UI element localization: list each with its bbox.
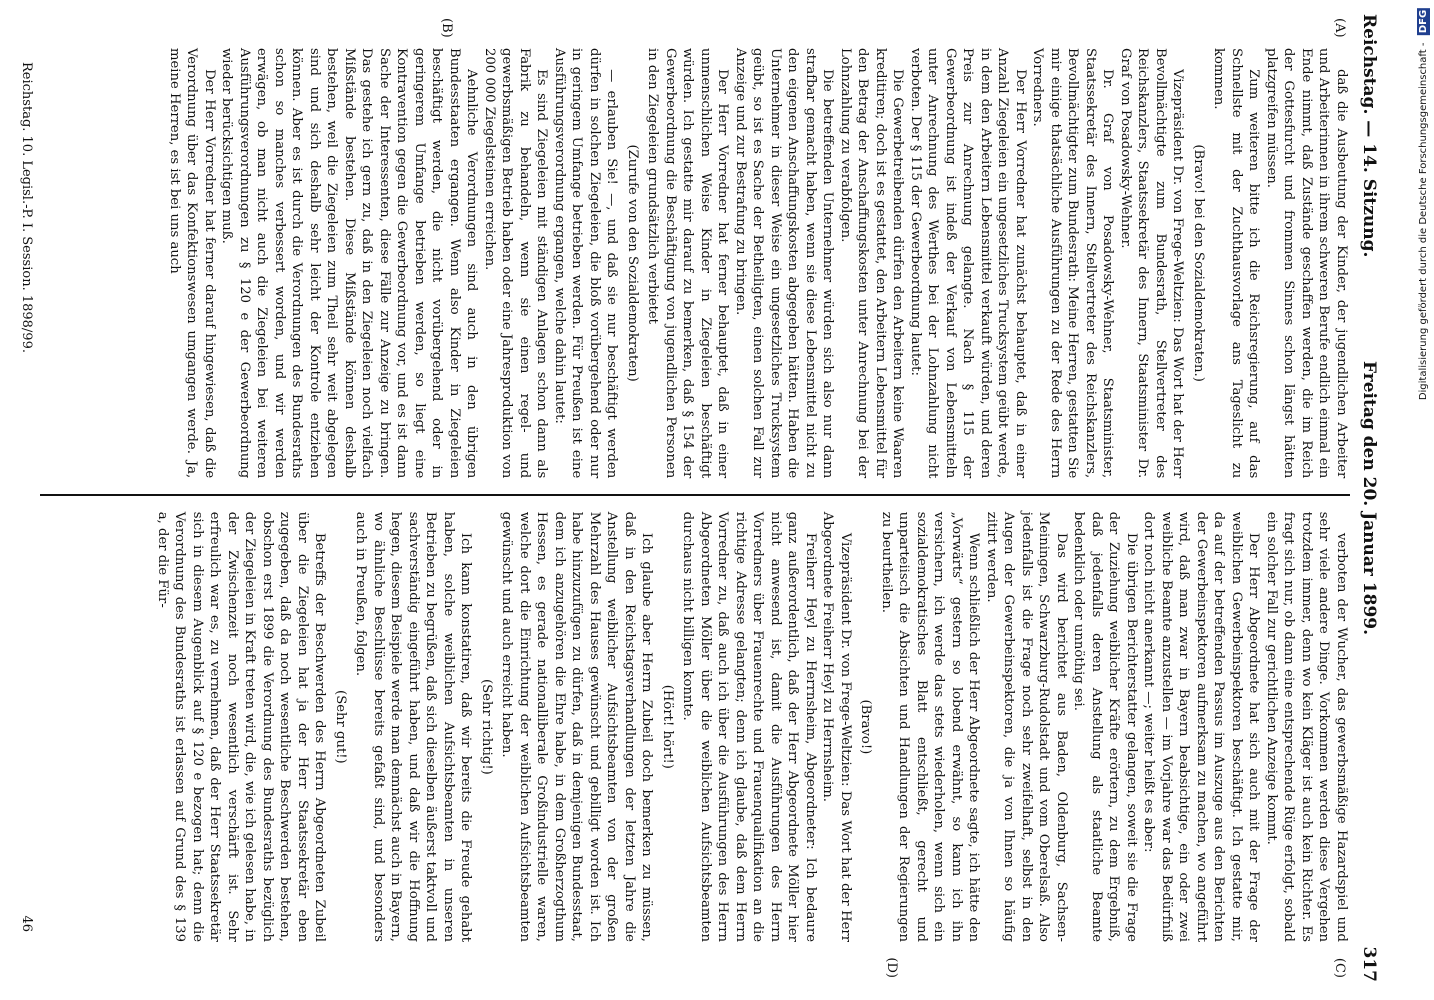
left-column-paragraph: Aehnliche Verordnungen sind auch in den übrigen Bundesstaaten ergangen. Wenn also Kinder in Ziegeleien beschäftigt werden, die nicht vorübergehend oder in geringerem Umfange betrieben werden, so liegt eine Kontravention gegen die Gewerbeordnung vor, und es ist dann Sache der Interessenten, diese Fälle zur Anzeige zu bringen. Das gestehe ich gern zu, daß in den Ziegeleien noch vielfach Mißstände bestehen. Diese Mißstände können deshalb bestehen, weil die Ziegeleien zum Theil sehr weit abgelegen sind und sich deshalb sehr leicht der Kontrole entziehen können. Aber es ist durch die Verordnungen des Bundesraths schon so manches verbessert worden, und wir werden erwägen, ob man nicht auch die Ziegeleien bei weiteren Ausführungsverordnungen zu § 120 e der Gewerbeordnung wieder berücksichtigen muß. bbox=[219, 48, 480, 479]
margin-marker-c: (C) bbox=[1332, 957, 1347, 978]
page-footer bbox=[14, 14, 34, 982]
right-column-paragraph: Der Herr Abgeordnete hat sich auch mit der Frage der weiblichen Gewerbeinspektoren beschäftigt. Ich gestatte mir, da auf der betreffenden Passus im Auszuge aus den Berichten der Gewerbeinspektoren aufmerksam zu machen, wo angeführt wird, daß man zwar in Bayern beabsichtige, ein oder zwei weibliche Beamte anzustellen — im Vorjahre war das Bedürfniß dort noch nicht anerkannt —; weiter heißt es aber: bbox=[1141, 511, 1262, 942]
left-column-paragraph: Die betreffenden Unternehmer würden sich also nur dann strafbar gemacht haben, wenn sie diese Lebensmittel nicht zu den eigenen Anschaffungskosten abgegeben hätten. Haben die Unternehmer in dieser Weise ein ungesetzliches Trucksystem geübt, so ist es Sache der Betheiligten, einen solchen Fall zur Anzeige und zur Bestrafung zu bringen. bbox=[733, 48, 836, 479]
left-column-paragraph: Der Herr Vorredner hat zunächst behauptet, daß in einer Anzahl Ziegeleien ein ungesetzliches Trucksystem geübt werde, in dem den Arbeitern Lebensmittel verkauft würden, und deren Preis zur Anrechnung gelangte. Nach § 115 der Gewerbeordnung ist indeß der Verkauf von Lebensmitteln unter Anrechnung des Werthes bei der Lohnzahlung nicht verboten. Der § 115 der Gewerbeordnung lautet: bbox=[908, 48, 1028, 479]
dfg-logo: DFG bbox=[1418, 10, 1429, 34]
left-column-paragraph: — erlauben Sie! —, und daß sie nur beschäftigt werden dürfen in solchen Ziegeleien, die bloß vorübergehend oder nur in geringem Umfange betrieben werden. Für Preußen ist eine Ausführungsverordnung ergangen, welche dahin lautet: bbox=[552, 48, 620, 479]
page-header bbox=[1352, 14, 1386, 982]
digitization-credit bbox=[1417, 8, 1430, 400]
right-column-paragraph: Freiherr Heyl zu Herrnsheim, Abgeordneter: Ich bedaure ganz außerordentlich, daß der Herr Abgeordnete Möller hier nicht anwesend ist, damit die Ausführungen des Herrn Vorredners über Frauenrechte und Frauenqualifikation an die richtige Adresse gelangten; denn ich glaube, daß dem Herrn Vorredner zu, daß auch ich über die Ausführungen des Herrn Abgeordneten Möller über die weiblichen Aufsichtsbeamten durchaus nicht billigen konnte. bbox=[680, 511, 818, 942]
right-column-paragraph: (Hört! hört!) bbox=[660, 684, 675, 769]
right-column-paragraph: Das wird berichtet aus Baden, Oldenburg, Sachsen-Meiningen, Schwarzburg-Rudolstadt und vom Oberelsaß. Also jedenfalls ist die Frage noch sehr zweifelhaft, selbst in den Augen der Gewerbeinspektoren, die ja von Ihnen so häufig zitirt werden. bbox=[984, 511, 1069, 942]
margin-marker-b: (B) bbox=[439, 18, 454, 38]
right-column-paragraph: (Bravo!) bbox=[858, 699, 874, 755]
right-column-paragraph: Die übrigen Berichterstatter gelangen, soweit sie die Frage der Zuziehung weiblicher Kräfte erörtern, zu dem Ergebniß, daß jedenfalls deren Anstellung als staatliche Beamte bedenklich oder unnöthig sei. bbox=[1071, 511, 1139, 942]
left-column-paragraph: (Zurufe von den Sozialdemokraten) bbox=[625, 144, 640, 382]
page-number: 317 bbox=[1359, 946, 1379, 982]
left-column-paragraph: Der Herr Vorredner hat ferner behauptet, daß in einer unmenschlichen Weise Kinder in Ziegeleien beschäftigt würden. Ich gestatte mir darauf zu bemerken, daß § 154 der Gewerbeordnung die Beschäftigung von jugendlichen Personen in den Ziegeleien grundsätzlich verbietet bbox=[645, 48, 731, 479]
right-column-paragraph: (Sehr gut!) bbox=[333, 690, 348, 764]
right-column-paragraph: Ich glaube aber Herrn Zubeil doch bemerken zu müssen, daß in den Reichstagsverhandlungen der letzten Jahre die Anstellung weiblicher Aufsichtsbeamten von der großen Mehrzahl des Hauses gewünscht und gebilligt worden ist. Ich habe hinzuzufügen zu dürfen, daß in demjenigen Bundesstaat, dem ich anzugehören die Ehre habe, in dem Großherzogthum Hessen, es gerade nationalliberale Großindustrielle waren, welche dort die Einrichtung der weiblichen Aufsichtsbeamten gewünscht und auch erreicht haben. bbox=[499, 511, 655, 942]
right-column-paragraph: verboten der Wucher, das gewerbsmäßige Hazardspiel und sehr viele andere Dinge. Vorkommen werden diese Vergehen trotzdem immer, denn wo kein Kläger ist auch kein Richter. Es fragt sich nur, ob dann eine entsprechende Rüge erfolgt, sobald ein solcher Fall zur gerichtlichen Anzeige kommt. bbox=[1264, 511, 1349, 942]
right-column-paragraph: Vizepräsident Dr. von Frege-Weltzien: Das Wort hat der Herr Abgeordnete Freiherr Heyl zu Herrnsheim. bbox=[820, 511, 853, 942]
text-columns bbox=[40, 14, 1350, 982]
header-date: Freitag den 20. Januar 1899. bbox=[1359, 360, 1379, 636]
right-column-paragraph: Wenn schließlich der Herr Abgeordnete sagte, ich hätte den „Vorwärts“ gestern so lobend erwähnt, so kann ich ihn versichern, ich werde das stets wiederholen, wenn sich ein sozialdemokratisches Blatt entschließt, gerecht und unparteiisch die Absichten und Handlungen der Regierungen zu beurtheilen. bbox=[879, 511, 982, 942]
left-column-paragraph: Es sind Ziegeleien mit ständigen Anlagen schon dann als Fabrik zu behandeln, wenn sie einen regel- und gewerbsmäßigen Betrieb haben oder eine Jahresproduktion von 200 000 Ziegelsteinen erreichen. bbox=[482, 48, 550, 479]
left-column-paragraph: (Bravo! bei den Sozialdemokraten.) bbox=[1191, 144, 1206, 382]
sheet-number: 46 bbox=[19, 915, 34, 932]
credit-text: Digitalisierung gefördert durch die Deutsche Forschungsgemeinschaft - bbox=[1418, 42, 1429, 401]
left-column-paragraph: daß die Ausbeutung der Kinder, der jugendlichen Arbeiter und Arbeiterinnen in ihrem schweren Berufe endlich einmal ein Ende nimmt, daß Zustände geschaffen werden, die im Reich der Gottesfurcht und frommen Sinnes schon längst hätten platzgreifen müssen. bbox=[1264, 48, 1349, 479]
right-column-paragraph: Betreffs der Beschwerden des Herrn Abgeordneten Zubeil über die Ziegeleien hat ja der Herr Staatssekretär eben zugegeben, daß da noch wesentliche Beschwerden bestehen, obschon erst 1899 die Verordnung des Bundesraths bezüglich der Ziegeleien in Kraft treten wird, die, wie ich gelesen habe, in der Zwischenzeit noch wesentlich verschärft ist. Sehr erfreulich war es, zu vernehmen, daß der Herr Staatssekretär sich in diesem Augenblick auf § 120 e bezogen hat; denn die Verordnung des Bundesraths ist erlassen auf Grund des § 139 a, der die Für- bbox=[155, 511, 328, 942]
left-column-paragraph: Dr. Graf von Posadowsky-Wehner, Staatsminister, Staatssekretär des Innern, Stellvertreter des Reichskanzlers, Bevollmächtigter zum Bundesrath: Meine Herren, gestatten Sie mir einige thatsächliche Ausführungen zu der Rede des Herrn Vorredners. bbox=[1030, 48, 1116, 479]
left-column-paragraph: Zum weiteren bitte ich die Reichsregierung, auf das Schnellste mit der Zuchthausvorlage ans Tageslicht zu kommen. bbox=[1211, 48, 1262, 479]
right-column bbox=[40, 496, 1350, 982]
footer-source: Reichstag. 10. Legisl.-P. I. Session. 1898/99. bbox=[19, 62, 34, 353]
left-column bbox=[40, 14, 1350, 494]
left-column-paragraph: Vizepräsident Dr. von Frege-Weltzien: Das Wort hat der Herr Bevollmächtigte zum Bundesrath, Stellvertreter des Reichskanzlers, Staatssekretär des Innern, Staatsminister Dr. Graf von Posadowsky-Wehner. bbox=[1118, 48, 1186, 479]
right-column-paragraph: Ich kann konstatiren, daß wir bereits die Freude gehabt haben, solche weiblichen Aufsichtsbeamten in unseren Betrieben zu begrüßen, daß sich dieselben äußerst taktvoll und sachverständig eingeführt haben, und daß wir die Hoffnung hegen, diesem Beispiele werde man demnächst auch in Bayern, wo ähnliche Beschlüsse bereits gefaßt sind, und besonders auch in Preußen, folgen. bbox=[353, 511, 474, 942]
left-column-paragraph: Die Gewerbetreibenden dürfen den Arbeitern keine Waaren kreditiren; doch ist es gestattet, den Arbeitern Lebensmittel für den Betrag der Anschaffungskosten unter Anrechnung bei der Lohnzahlung zu verabfolgen. bbox=[838, 48, 906, 479]
right-column-paragraph: (Sehr richtig!) bbox=[479, 678, 494, 775]
margin-marker-d: (D) bbox=[884, 957, 899, 978]
header-session: Reichstag. — 14. Sitzung. bbox=[1359, 14, 1379, 258]
left-column-paragraph: Der Herr Vorredner hat ferner darauf hingewiesen, daß die Verordnung über das Konfektionswesen umgangen werde. Ja, meine Herren, es ist bei uns auch bbox=[167, 48, 217, 479]
margin-marker-a: (A) bbox=[1332, 18, 1347, 38]
